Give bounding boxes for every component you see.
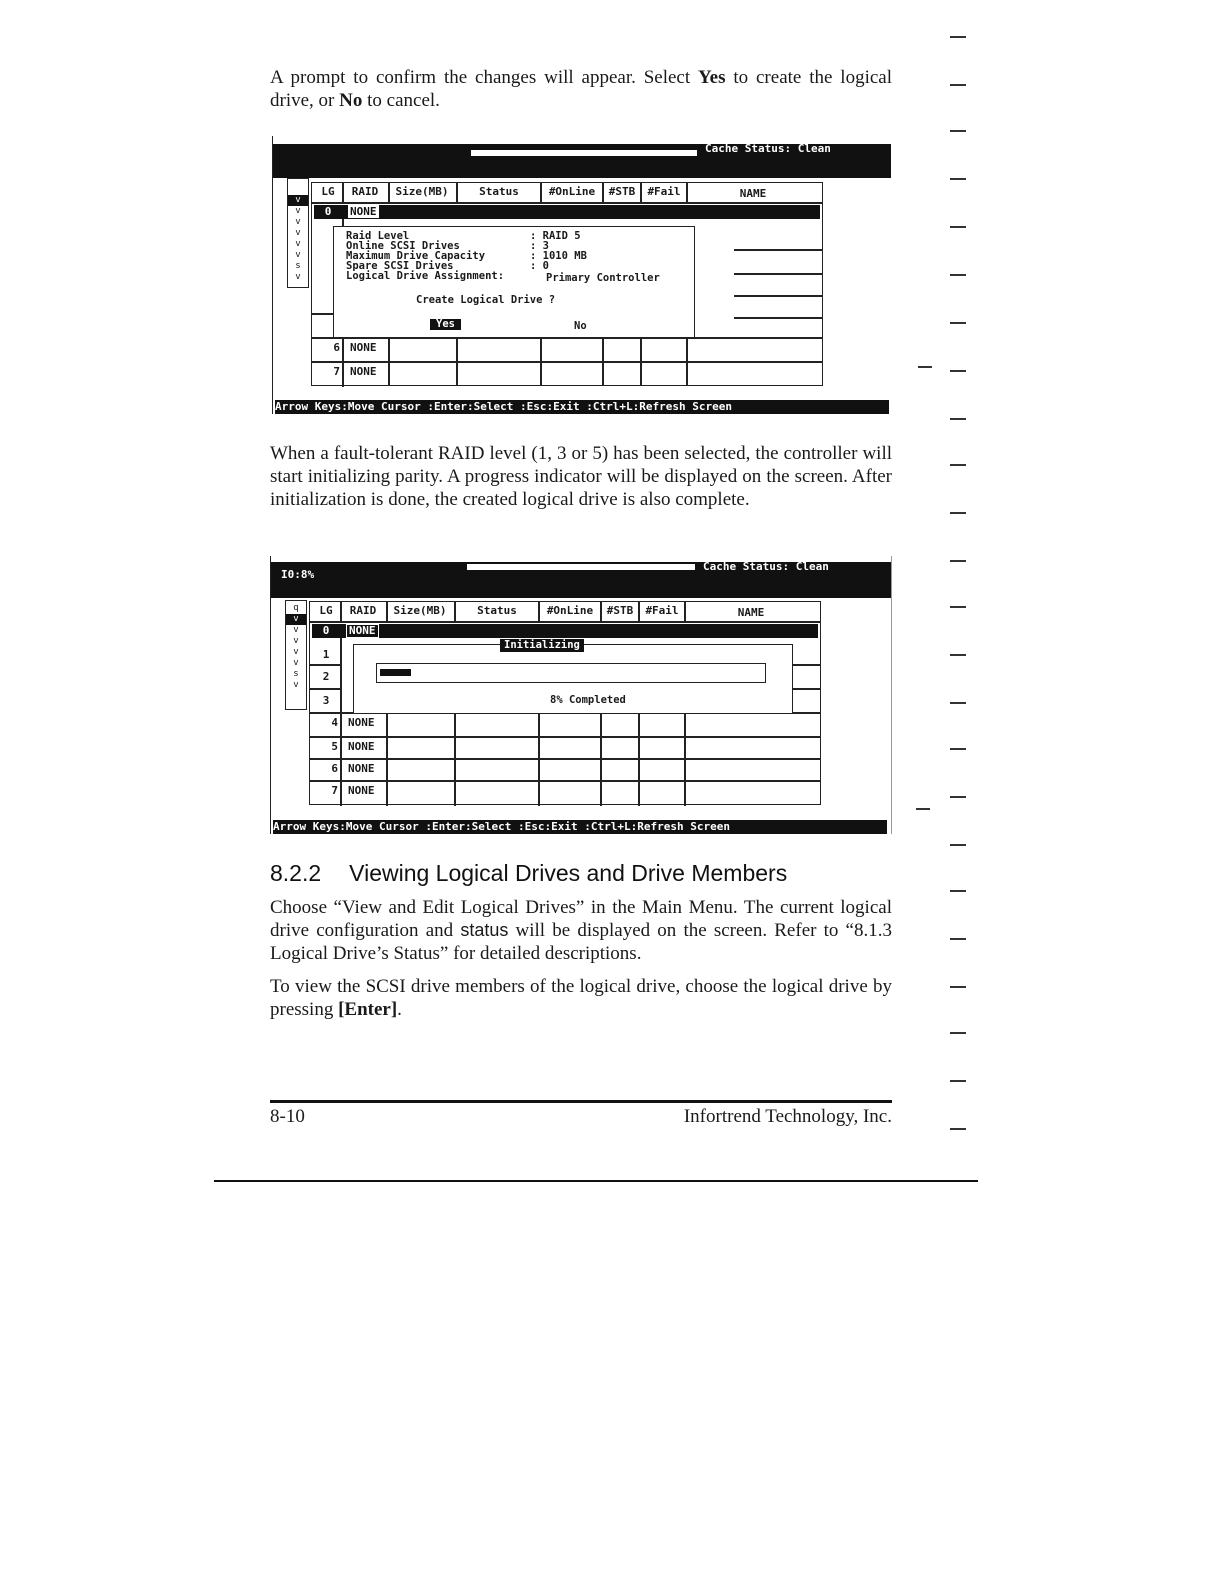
row-raid: NONE xyxy=(350,341,377,354)
row-divider xyxy=(792,688,820,690)
col-divider xyxy=(454,712,456,806)
intro-paragraph: A prompt to confirm the changes will appear. Select Yes to create the logical drive, or No to cancel. xyxy=(270,67,892,111)
row-lg: 6 xyxy=(331,762,338,775)
margin-tick xyxy=(950,370,966,372)
selected-row-raid: NONE xyxy=(350,205,377,218)
row-lg: 7 xyxy=(333,365,340,378)
col-divider xyxy=(684,712,686,806)
column-header-raid: RAID xyxy=(349,604,377,617)
margin-tick xyxy=(950,1032,966,1034)
online-drives-value: : 3 xyxy=(530,240,549,252)
col-divider xyxy=(538,602,540,621)
col-divider xyxy=(386,712,388,806)
col-divider xyxy=(456,183,458,202)
row-lg: 2 xyxy=(322,670,330,683)
progress-indicator-title: I0:8% xyxy=(281,568,315,581)
col-divider xyxy=(602,337,604,385)
margin-tick xyxy=(950,418,966,420)
col-divider xyxy=(600,602,602,621)
paragraph-view-members: To view the SCSI drive members of the logical drive, choose the logical drive by pressing [Enter]. xyxy=(270,976,892,1020)
column-header-size: Size(MB) xyxy=(393,604,447,617)
col-divider xyxy=(602,183,604,202)
selected-row[interactable] xyxy=(314,205,820,219)
column-header-online: #OnLine xyxy=(548,185,596,198)
margin-tick xyxy=(950,1128,966,1130)
row-divider xyxy=(310,664,340,666)
side-menu-item[interactable]: v xyxy=(293,680,299,690)
col-divider xyxy=(388,183,390,202)
side-menu-item[interactable]: v xyxy=(295,206,301,216)
column-header-size: Size(MB) xyxy=(395,185,449,198)
column-header-stb: #STB xyxy=(608,185,636,198)
side-menu-item[interactable]: v xyxy=(286,614,306,625)
column-header-status: Status xyxy=(477,604,517,617)
selected-row-lg: 0 xyxy=(324,205,332,218)
margin-tick xyxy=(950,796,966,798)
section-number: 8.2.2 xyxy=(270,860,322,886)
selected-row[interactable] xyxy=(312,624,818,638)
col-divider xyxy=(386,602,388,621)
side-menu-item[interactable]: v xyxy=(293,658,299,668)
spare-drives-label: Spare SCSI Drives xyxy=(346,260,454,272)
raid-level-label: Raid Level xyxy=(346,230,410,242)
margin-tick xyxy=(950,178,966,180)
side-menu-item[interactable]: v xyxy=(295,239,301,249)
cache-status: Cache Status: Clean xyxy=(703,560,829,573)
margin-tick xyxy=(950,844,966,846)
col-divider xyxy=(640,183,642,202)
margin-tick xyxy=(950,938,966,940)
row-raid: NONE xyxy=(350,365,377,378)
col-divider xyxy=(600,712,602,806)
row-lg: 3 xyxy=(322,694,330,707)
initializing-dialog xyxy=(353,639,793,714)
col-divider xyxy=(686,183,688,202)
terminal-screen-initializing xyxy=(270,556,892,834)
side-menu-item[interactable]: v xyxy=(295,228,301,238)
company-name: Infortrend Technology, Inc. xyxy=(683,1106,892,1127)
row-raid: NONE xyxy=(348,784,375,797)
raid-level-value: : RAID 5 xyxy=(530,230,581,242)
col-divider xyxy=(540,337,542,385)
margin-tick xyxy=(950,464,966,466)
page-bottom-rule xyxy=(214,1180,978,1182)
row-raid: NONE xyxy=(348,740,375,753)
side-menu-item[interactable]: v xyxy=(293,625,299,635)
side-menu-item[interactable]: s xyxy=(293,669,299,679)
progress-bar-track xyxy=(376,663,766,683)
paragraph-view-edit: Choose “View and Edit Logical Drives” in the Main Menu. The current logical drive configuration and status will be displayed on the screen. Refer to “8.1.3 Logical Drive’s Status” for detailed descriptions. xyxy=(270,897,892,964)
side-menu-item[interactable]: s xyxy=(295,261,301,271)
margin-tick xyxy=(950,890,966,892)
create-drive-dialog xyxy=(333,226,695,338)
assignment-label: Logical Drive Assignment: xyxy=(346,270,505,282)
create-question: Create Logical Drive ? xyxy=(416,294,556,306)
yes-button[interactable]: Yes xyxy=(430,319,461,330)
column-header-fail: #Fail xyxy=(647,185,681,198)
col-divider xyxy=(454,602,456,621)
margin-tick xyxy=(950,748,966,750)
column-header-status: Status xyxy=(479,185,519,198)
header-divider xyxy=(312,202,822,204)
side-menu-strip[interactable] xyxy=(287,178,309,288)
col-divider xyxy=(684,602,686,621)
section-heading xyxy=(270,860,787,887)
no-button[interactable]: No xyxy=(574,320,587,332)
row-divider xyxy=(734,273,822,275)
row-divider xyxy=(734,295,822,297)
margin-tick xyxy=(950,130,966,132)
title-bar-field xyxy=(467,564,695,570)
row-raid: NONE xyxy=(348,716,375,729)
side-menu-item[interactable]: v xyxy=(295,250,301,260)
column-header-stb: #STB xyxy=(606,604,634,617)
column-header-online: #OnLine xyxy=(546,604,594,617)
col-divider xyxy=(342,183,344,202)
online-drives-label: Online SCSI Drives xyxy=(346,240,460,252)
column-header-raid: RAID xyxy=(351,185,379,198)
margin-tick xyxy=(916,808,930,810)
margin-tick xyxy=(950,36,966,38)
paragraph-initializing: When a fault-tolerant RAID level (1, 3 or 5) has been selected, the controller will start initializing parity. A progress indicator will be displayed on the screen. After initialization is done, the created logical drive is also complete. xyxy=(270,443,892,510)
margin-tick xyxy=(950,322,966,324)
row-lg: 7 xyxy=(331,784,338,797)
progress-text: 8% Completed xyxy=(550,694,626,706)
row-raid: NONE xyxy=(348,762,375,775)
col-divider xyxy=(388,337,390,385)
margin-tick xyxy=(950,226,966,228)
page-number: 8-10 xyxy=(270,1106,305,1127)
row-divider xyxy=(734,249,822,251)
initializing-title: Initializing xyxy=(500,639,584,652)
col-divider xyxy=(638,602,640,621)
selected-row-raid: NONE xyxy=(346,624,379,638)
side-menu-item[interactable]: v xyxy=(295,217,301,227)
column-header-lg: LG xyxy=(321,185,335,198)
column-header-lg: LG xyxy=(319,604,333,617)
col-divider xyxy=(538,712,540,806)
cache-status: Cache Status: Clean xyxy=(705,142,831,155)
side-menu-item[interactable]: q xyxy=(293,603,299,613)
margin-tick xyxy=(950,84,966,86)
header-divider xyxy=(310,621,820,623)
margin-tick xyxy=(950,654,966,656)
col-divider xyxy=(686,337,688,385)
margin-tick xyxy=(950,512,966,514)
margin-tick xyxy=(918,366,932,368)
margin-tick xyxy=(950,1080,966,1082)
column-header-name: NAME xyxy=(737,606,765,619)
capacity-label: Maximum Drive Capacity xyxy=(346,250,486,262)
column-header-name: NAME xyxy=(739,187,767,200)
footer-rule xyxy=(270,1100,892,1103)
margin-tick xyxy=(950,986,966,988)
row-lg: 1 xyxy=(322,648,330,661)
margin-tick xyxy=(950,274,966,276)
row-lg: 6 xyxy=(333,341,340,354)
terminal-screen-create-drive xyxy=(272,136,891,414)
assignment-value: Primary Controller xyxy=(546,272,660,284)
side-menu-item[interactable]: v xyxy=(295,272,301,282)
key-help-bar: Arrow Keys:Move Cursor :Enter:Select :Esc:Exit :Ctrl+L:Refresh Screen xyxy=(273,820,887,834)
side-menu-strip[interactable] xyxy=(285,600,307,710)
row-lg: 5 xyxy=(331,740,338,753)
capacity-value: : 1010 MB xyxy=(530,250,587,262)
side-menu-item[interactable]: v xyxy=(293,647,299,657)
col-divider xyxy=(540,183,542,202)
row-divider xyxy=(310,688,340,690)
row-divider xyxy=(312,313,334,315)
title-bar-field xyxy=(471,150,697,156)
row-divider xyxy=(734,317,822,319)
section-title: Viewing Logical Drives and Drive Members xyxy=(349,860,788,886)
col-divider xyxy=(640,337,642,385)
selected-row-lg: 0 xyxy=(322,624,330,637)
col-divider xyxy=(456,337,458,385)
margin-tick xyxy=(950,560,966,562)
side-menu-item[interactable]: v xyxy=(293,636,299,646)
row-divider xyxy=(792,664,820,666)
col-divider xyxy=(638,712,640,806)
column-header-fail: #Fail xyxy=(645,604,679,617)
side-menu-item[interactable]: v xyxy=(288,195,308,206)
row-lg: 4 xyxy=(331,716,338,729)
key-help-bar: Arrow Keys:Move Cursor :Enter:Select :Esc:Exit :Ctrl+L:Refresh Screen xyxy=(275,400,889,414)
spare-drives-value: : 0 xyxy=(530,260,549,272)
margin-tick xyxy=(950,606,966,608)
progress-bar-fill xyxy=(380,669,411,676)
margin-tick xyxy=(950,702,966,704)
col-divider xyxy=(340,602,342,621)
